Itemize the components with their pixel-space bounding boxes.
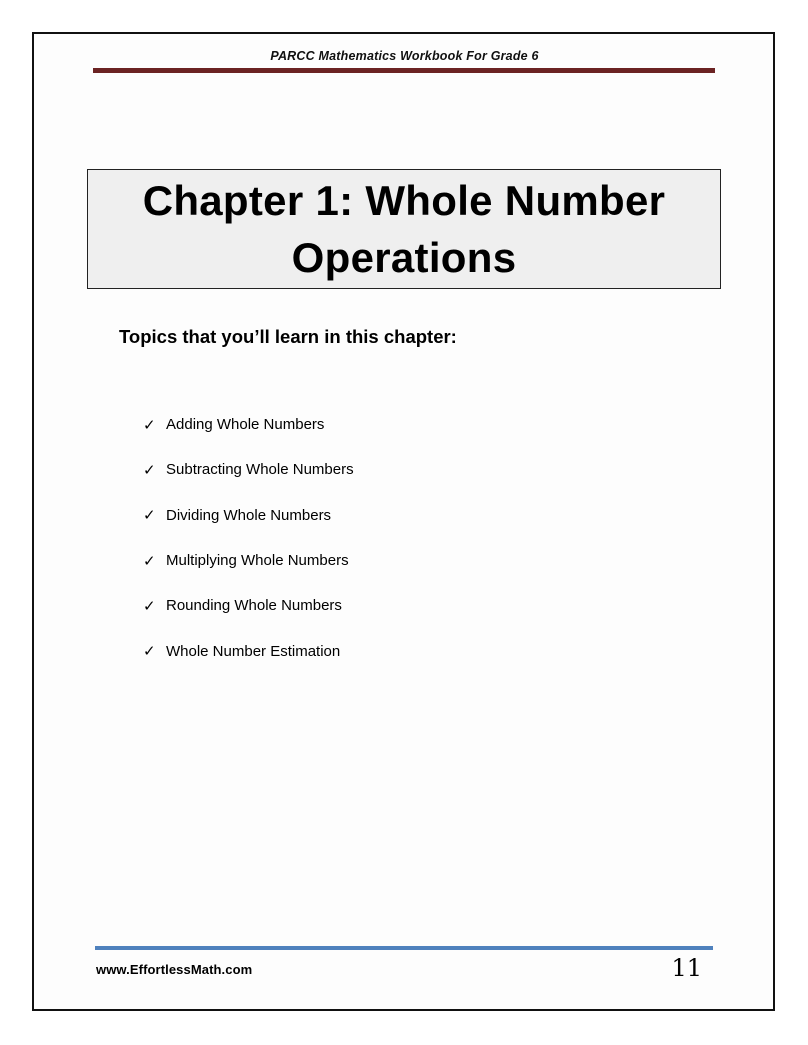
running-header: PARCC Mathematics Workbook For Grade 6 <box>270 49 539 63</box>
topic-item <box>143 583 354 628</box>
topics-heading: Topics that you’ll learn in this chapter: <box>119 326 457 347</box>
page-number: 11 <box>671 954 702 982</box>
topic-label: Adding Whole Numbers <box>166 416 325 434</box>
topic-label: Subtracting Whole Numbers <box>166 461 354 479</box>
header-rule <box>93 68 715 73</box>
footer-rule <box>95 946 713 950</box>
checkmark-icon: ✓ <box>143 415 156 434</box>
topic-label: Whole Number Estimation <box>166 642 341 660</box>
chapter-title-line-2: Operations <box>291 234 517 281</box>
footer-website: www.EffortlessMath.com <box>96 962 253 977</box>
topic-label: Rounding Whole Numbers <box>166 597 342 615</box>
chapter-title-box <box>87 169 721 289</box>
topic-label: Multiplying Whole Numbers <box>166 552 349 570</box>
topic-item <box>143 628 354 673</box>
topic-list <box>143 402 354 674</box>
checkmark-icon: ✓ <box>143 642 156 661</box>
chapter-title <box>143 172 666 286</box>
topic-item <box>143 493 354 538</box>
checkmark-icon: ✓ <box>143 460 156 479</box>
chapter-title-line-1: Chapter 1: Whole Number <box>142 177 666 224</box>
checkmark-icon: ✓ <box>143 506 156 525</box>
checkmark-icon: ✓ <box>143 551 156 570</box>
topic-item <box>143 447 354 492</box>
topic-item <box>143 538 354 583</box>
checkmark-icon: ✓ <box>143 596 156 615</box>
topic-label: Dividing Whole Numbers <box>166 506 332 524</box>
topic-item <box>143 402 354 447</box>
